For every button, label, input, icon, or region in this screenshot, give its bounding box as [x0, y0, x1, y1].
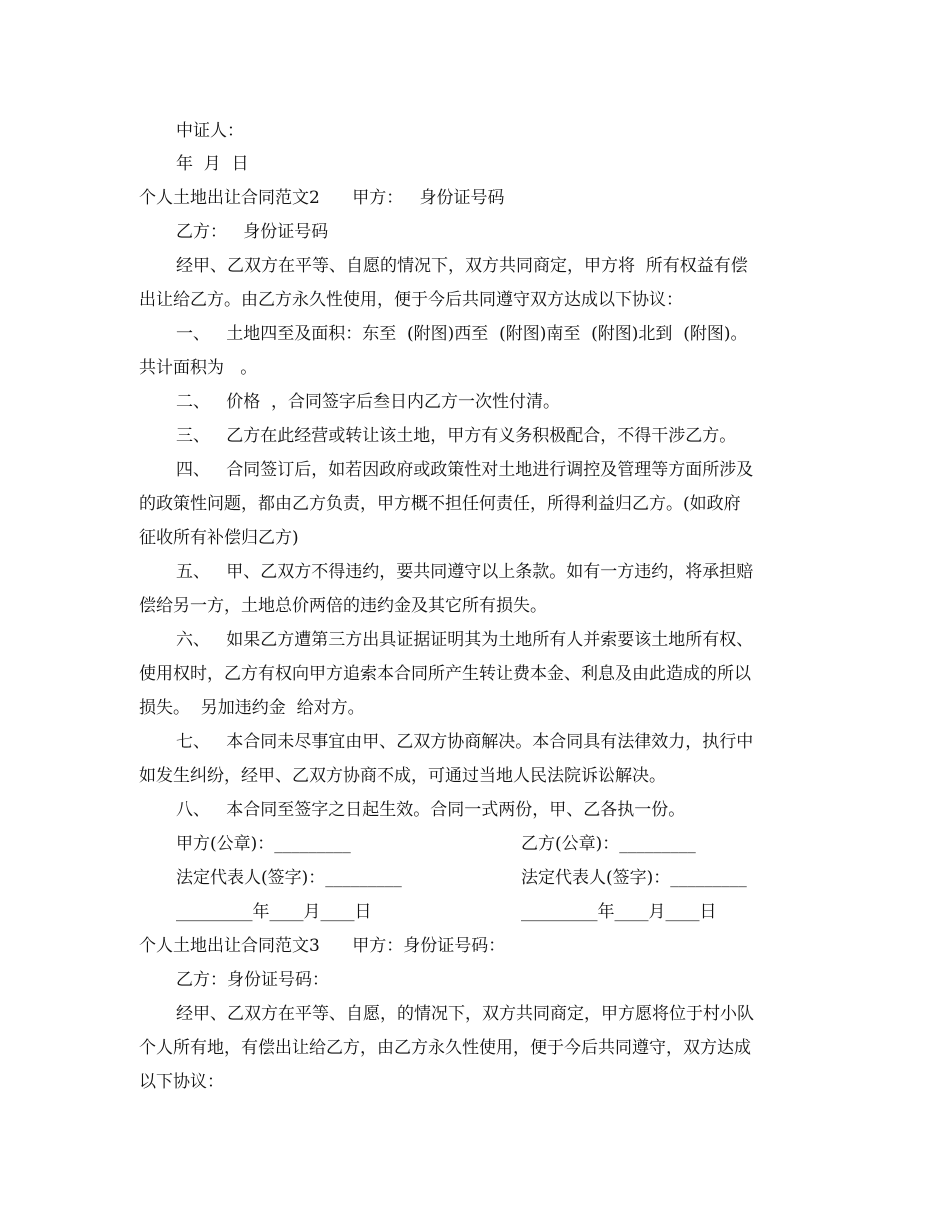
clause-3: 三、 乙方在此经营或转让该土地，甲方有义务积极配合，不得干涉乙方。	[176, 426, 737, 446]
party-b-line: 乙方： 身份证号码	[176, 222, 329, 242]
clause-1: 一、 土地四至及面积：东至 (附图)西至 (附图)南至 (附图)北到 (附图)。	[176, 324, 748, 344]
paragraph-line: 征收所有补偿归乙方)	[139, 528, 299, 548]
party-b-date: _________年____月____日	[521, 902, 717, 922]
witness-line: 中证人：	[176, 121, 244, 141]
section-heading-3: 个人土地出让合同范文3 甲方：身份证号码：	[139, 936, 506, 956]
paragraph-line: 损失。 另加违约金 给对方。	[139, 698, 365, 718]
party-a-representative: 法定代表人(签字)：_________	[176, 868, 402, 888]
party-a-seal: 甲方(公章)：_________	[176, 834, 351, 854]
clause-2: 二、 价格 ，合同签字后叁日内乙方一次性付清。	[176, 392, 561, 412]
paragraph-line: 共计面积为 。	[139, 358, 258, 378]
paragraph-line: 使用权时，乙方有权向甲方追索本合同所产生转让费本金、利息及由此造成的所以	[139, 664, 751, 684]
clause-4: 四、 合同签订后，如若因政府或政策性对土地进行调控及管理等方面所涉及	[176, 460, 754, 480]
party-b-line: 乙方：身份证号码：	[176, 970, 329, 990]
paragraph-line: 的政策性问题，都由乙方负责，甲方概不担任何责任，所得利益归乙方。(如政府	[139, 494, 741, 514]
paragraph-line: 以下协议：	[139, 1072, 224, 1092]
paragraph-line: 偿给另一方，土地总价两倍的违约金及其它所有损失。	[139, 596, 547, 616]
party-b-seal: 乙方(公章)：_________	[521, 834, 696, 854]
paragraph-line: 经甲、乙双方在平等、自愿的情况下，双方共同商定，甲方将 所有权益有偿	[176, 256, 748, 276]
clause-5: 五、 甲、乙双方不得违约，要共同遵守以上条款。如有一方违约，将承担赔	[176, 562, 754, 582]
clause-7: 七、 本合同未尽事宜由甲、乙双方协商解决。本合同具有法律效力，执行中	[176, 732, 754, 752]
clause-8: 八、 本合同至签字之日起生效。合同一式两份，甲、乙各执一份。	[176, 800, 686, 820]
clause-6: 六、 如果乙方遭第三方出具证据证明其为土地所有人并索要该土地所有权、	[176, 630, 754, 650]
party-b-representative: 法定代表人(签字)：_________	[521, 868, 747, 888]
date-line: 年 月 日	[176, 154, 249, 174]
party-a-date: _________年____月____日	[176, 902, 372, 922]
paragraph-line: 出让给乙方。由乙方永久性使用，便于今后共同遵守双方达成以下协议：	[139, 290, 683, 310]
paragraph-line: 个人所有地，有偿出让给乙方，由乙方永久性使用，便于今后共同遵守，双方达成	[139, 1038, 751, 1058]
paragraph-line: 经甲、乙双方在平等、自愿，的情况下，双方共同商定，甲方愿将位于村小队	[176, 1004, 754, 1024]
paragraph-line: 如发生纠纷，经甲、乙双方协商不成，可通过当地人民法院诉讼解决。	[139, 766, 666, 786]
section-heading-2: 个人土地出让合同范文2 甲方： 身份证号码	[139, 188, 505, 208]
